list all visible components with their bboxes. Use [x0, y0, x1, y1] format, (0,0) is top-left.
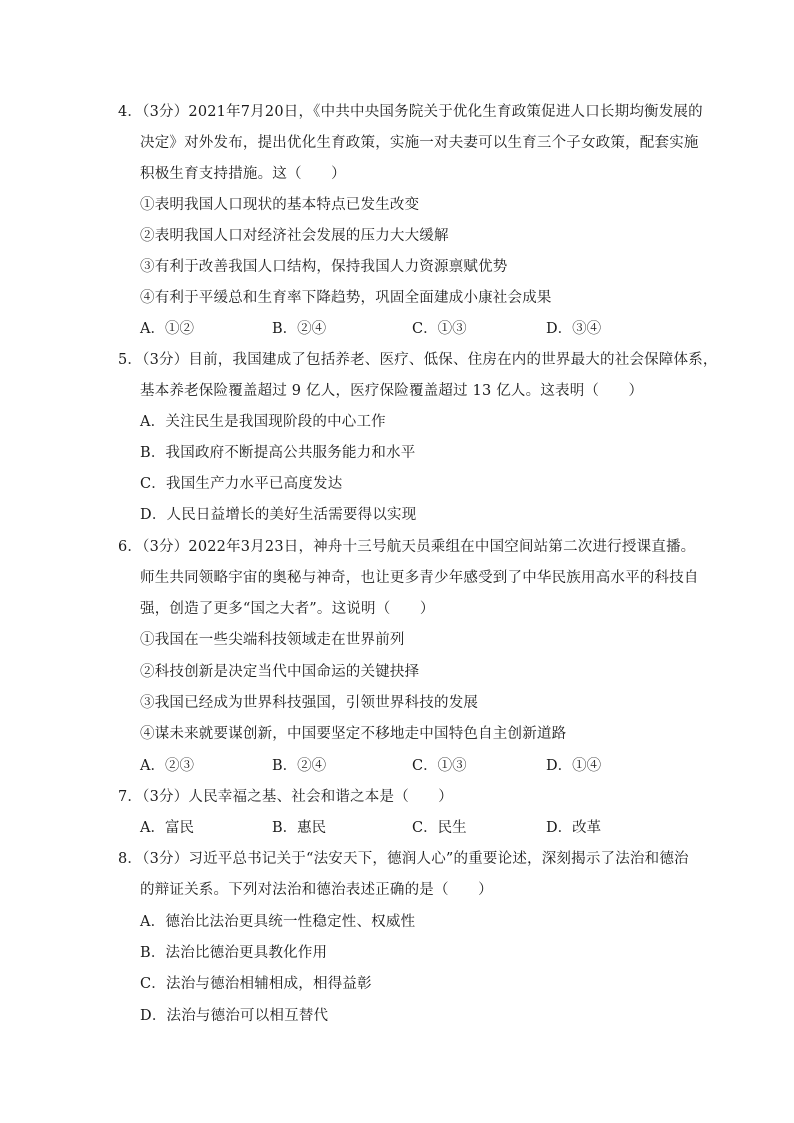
question-stem-line: 积极生育支持措施。这（ ）: [140, 166, 346, 182]
statement-item: ③有利于改善我国人口结构，保持我国人力资源禀赋优势: [140, 259, 508, 275]
question-stem-line: 决定》对外发布，提出优化生育政策，实施一对夫妻可以生育三个子女政策，配套实施: [140, 135, 699, 151]
answer-option-b: B．法治比德治更具教化作用: [140, 945, 328, 961]
answer-option-d: D．①④: [546, 758, 602, 774]
answer-option-a: A．①②: [140, 321, 194, 337]
answer-option-c: C．民生: [412, 820, 467, 836]
question-stem-line: 师生共同领略宇宙的奥秘与神奇，也让更多青少年感受到了中华民族用高水平的科技自: [140, 570, 699, 586]
question-stem-line: 基本养老保险覆盖超过 9 亿人，医疗保险覆盖超过 13 亿人。这表明（ ）: [140, 383, 644, 399]
question-stem-line: 的辩证关系。下列对法治和德治表述正确的是（ ）: [140, 882, 493, 898]
answer-option-c: C．①③: [412, 758, 467, 774]
answer-option-b: B．我国政府不断提高公共服务能力和水平: [140, 445, 416, 461]
answer-option-a: A．②③: [140, 758, 194, 774]
answer-option-c: C．①③: [412, 321, 467, 337]
statement-item: ④有利于平缓总和生育率下降趋势，巩固全面建成小康社会成果: [140, 290, 552, 306]
question-stem-line: 6．（3分）2022年3月23日，神舟十三号航天员乘组在中国空间站第二次进行授课直播。: [118, 539, 696, 555]
statement-item: ②科技创新是决定当代中国命运的关键抉择: [140, 664, 420, 680]
statement-item: ①我国在一些尖端科技领域走在世界前列: [140, 632, 405, 648]
question-stem-line: 5．（3分）目前，我国建成了包括养老、医疗、低保、住房在内的世界最大的社会保障体系，: [118, 352, 718, 368]
answer-option-c: C．我国生产力水平已高度发达: [140, 476, 343, 492]
answer-option-d: D．③④: [546, 321, 602, 337]
answer-option-d: D．人民日益增长的美好生活需要得以实现: [140, 507, 417, 523]
answer-option-a: A．富民: [140, 820, 194, 836]
answer-option-b: B．②④: [272, 758, 327, 774]
question-stem-line: 8．（3分）习近平总书记关于“法安天下，德润人心”的重要论述，深刻揭示了法治和德治: [118, 851, 689, 867]
answer-option-c: C．法治与德治相辅相成，相得益彰: [140, 976, 372, 992]
answer-option-d: D．改革: [546, 820, 602, 836]
statement-item: ②表明我国人口对经济社会发展的压力大大缓解: [140, 228, 449, 244]
answer-option-b: B．②④: [272, 321, 327, 337]
statement-item: ①表明我国人口现状的基本特点已发生改变: [140, 197, 420, 213]
statement-item: ④谋未来就要谋创新，中国要坚定不移地走中国特色自主创新道路: [140, 726, 567, 742]
statement-item: ③我国已经成为世界科技强国，引领世界科技的发展: [140, 695, 479, 711]
question-stem-line: 强，创造了更多“国之大者”。这说明（ ）: [140, 601, 435, 617]
answer-option-a: A．关注民生是我国现阶段的中心工作: [140, 414, 386, 430]
question-stem-line: 7．（3分）人民幸福之基、社会和谐之本是（ ）: [118, 789, 453, 805]
answer-option-d: D．法治与德治可以相互替代: [140, 1008, 329, 1024]
question-stem-line: 4．（3分）2021年7月20日，《中共中央国务院关于优化生育政策促进人口长期均衡发展的: [118, 104, 703, 120]
answer-option-b: B．惠民: [272, 820, 327, 836]
answer-option-a: A．德治比法治更具统一性稳定性、权威性: [140, 914, 416, 930]
